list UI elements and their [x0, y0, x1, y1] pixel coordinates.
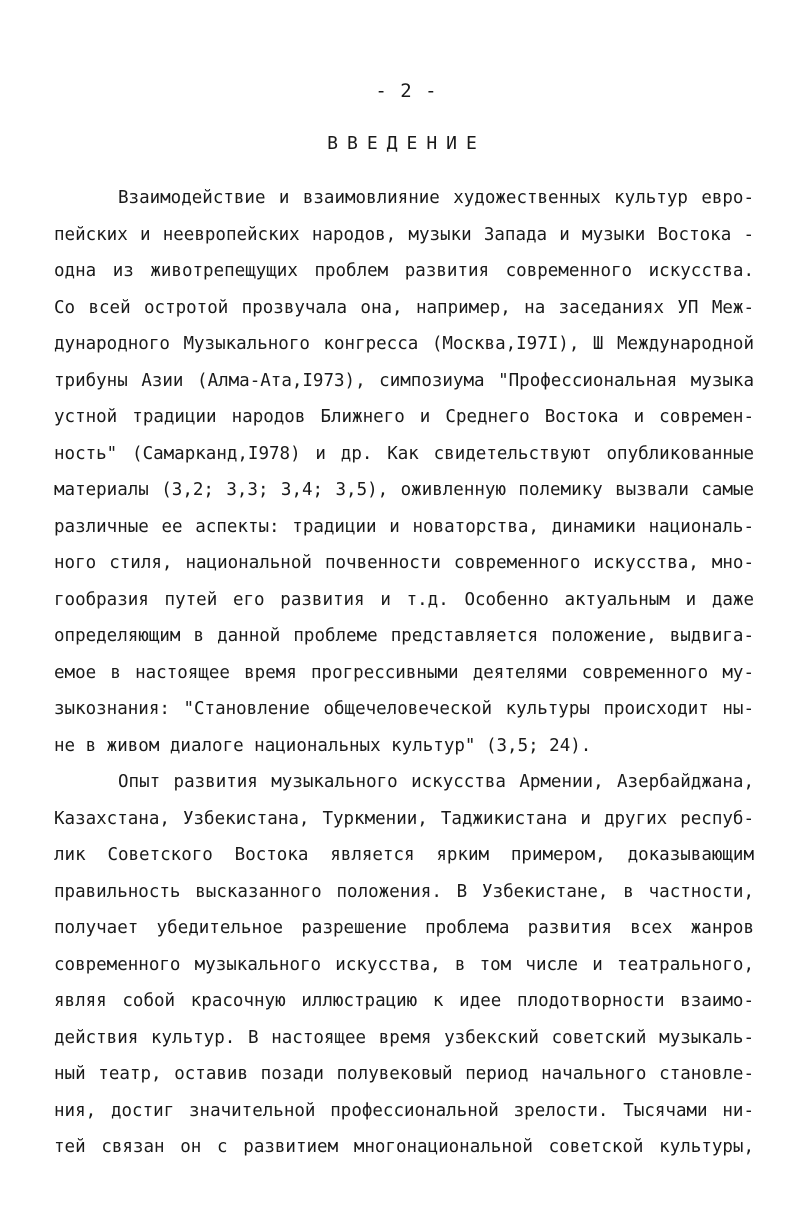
text-line: емое в настоящее время прогрессивными деятелями современного му-	[54, 662, 754, 683]
text-line: Взаимодействие и взаимовлияние художественных культур евро-	[118, 188, 754, 208]
text-line: ный театр, оставив позади полувековый период начального становле-	[54, 1064, 754, 1084]
text-line: лик Советского Востока является ярким примером, доказывающим	[54, 845, 754, 865]
text-line: зыкознания: "Становление общечеловеческой культуры происходит ны-	[54, 699, 754, 719]
text-line: ния, достиг значительной профессиональной зрелости. Тысячами ни-	[54, 1100, 754, 1121]
page-title: ВВЕДЕНИЕ	[327, 133, 486, 154]
text-line: пейских и неевропейских народов, музыки Запада и музыки Востока -	[54, 224, 754, 245]
paragraph-1	[54, 180, 754, 764]
text-line: ность" (Самарканд,I978) и др. Как свидетельствуют опубликованные	[54, 443, 754, 464]
text-line: не в живом диалоге национальных культур" (3,5; 24).	[54, 735, 592, 756]
page-number: - 2 -	[375, 80, 438, 102]
paragraph-2	[54, 764, 754, 1166]
text-line: получает убедительное разрешение проблема развития всех жанров	[54, 918, 754, 938]
text-line: трибуны Азии (Алма-Ата,I973), симпозиума "Профессиональная музыка	[54, 370, 754, 391]
text-line: устной традиции народов Ближнего и Среднего Востока и современ-	[54, 407, 754, 427]
text-line: различные ее аспекты: традиции и новаторства, динамики националь-	[54, 516, 754, 537]
text-line: действия культур. В настоящее время узбекский советский музыкаль-	[54, 1027, 754, 1048]
text-line: правильность высказанного положения. В Узбекистане, в частности,	[54, 881, 754, 902]
text-line: Опыт развития музыкального искусства Армении, Азербайджана,	[118, 772, 754, 792]
text-line: Со всей остротой прозвучала она, например, на заседаниях УП Меж-	[54, 297, 754, 318]
text-line: дународного Музыкального конгресса (Москва,I97I), Ш Международной	[54, 334, 754, 354]
text-line: гообразия путей его развития и т.д. Особенно актуальным и даже	[54, 589, 754, 610]
text-line: современного музыкального искусства, в том числе и театрального,	[54, 954, 754, 975]
text-line: являя собой красочную иллюстрацию к идее плодотворности взаимо-	[54, 991, 754, 1011]
text-line: определяющим в данной проблеме представляется положение, выдвига-	[54, 626, 754, 646]
body-text	[54, 180, 754, 1166]
text-line: тей связан он с развитием многонациональной советской культуры,	[54, 1137, 754, 1157]
text-line: материалы (3,2; 3,3; 3,4; 3,5), оживленную полемику вызвали самые	[54, 480, 754, 500]
text-line: одна из животрепещущих проблем развития современного искусства.	[54, 261, 754, 281]
text-line: Казахстана, Узбекистана, Туркмении, Таджикистана и других респуб-	[54, 808, 754, 829]
text-line: ного стиля, национальной почвенности современного искусства, мно-	[54, 553, 754, 573]
